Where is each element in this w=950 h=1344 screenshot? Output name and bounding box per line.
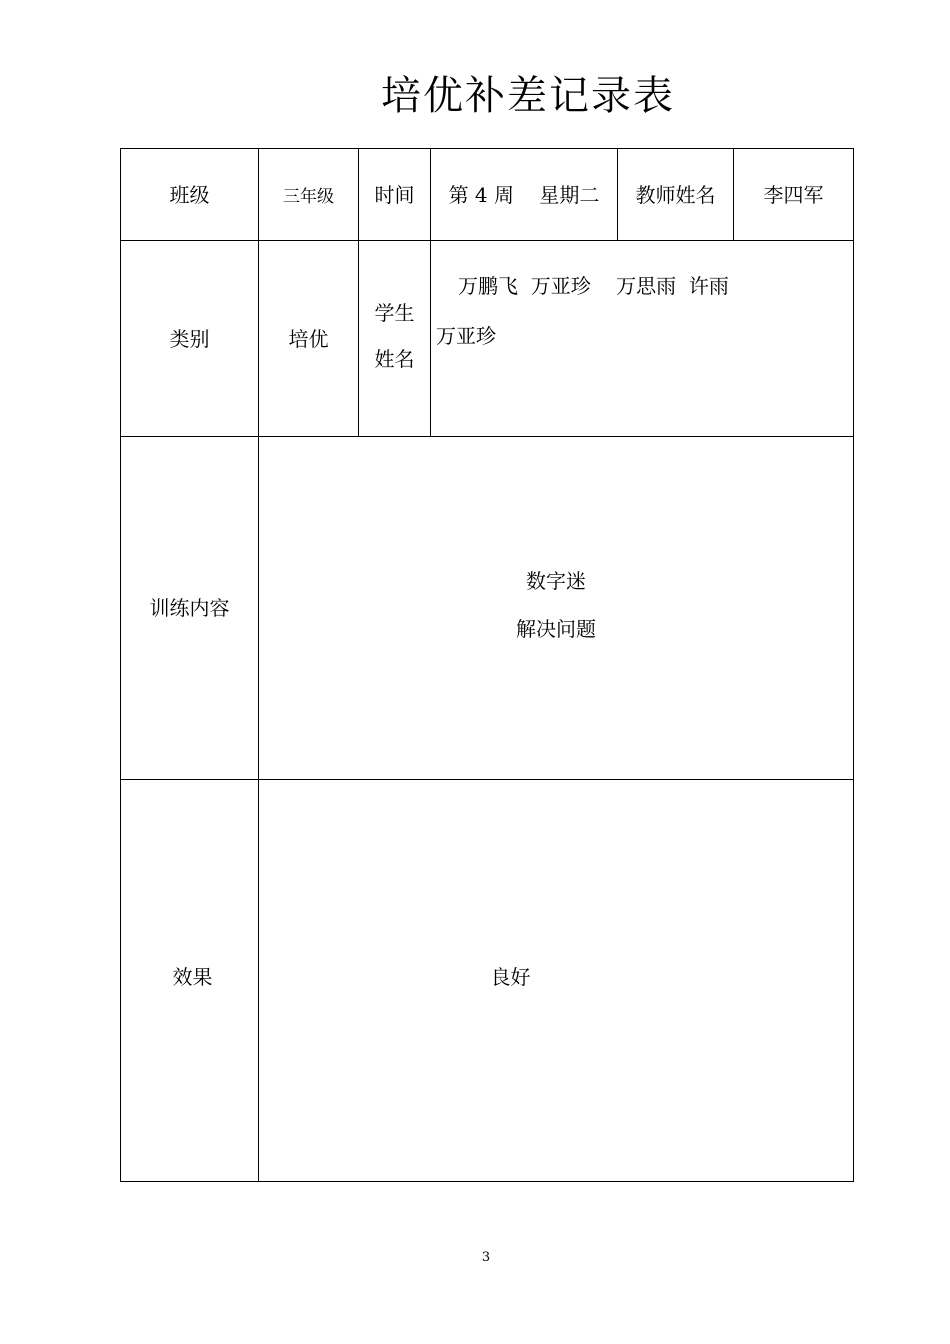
time-value: 第 4 周 星期二 [448, 182, 600, 207]
teacher-label: 教师姓名 [635, 182, 716, 207]
student-label-line1: 学生 [374, 300, 415, 325]
student-names-line1: 万鹏飞 万亚珍 万思雨 许雨 [458, 274, 729, 298]
student-names-line2: 万亚珍 [436, 324, 496, 348]
page-number: 3 [481, 1250, 491, 1265]
training-content-line2: 解决问题 [516, 617, 596, 641]
class-value: 三年级 [283, 187, 334, 208]
effect-label: 效果 [172, 964, 213, 989]
category-value: 培优 [288, 326, 329, 351]
student-name-label [359, 241, 430, 436]
time-label: 时间 [374, 182, 415, 207]
page-title: 培优补差记录表 [381, 73, 675, 119]
effect-value: 良好 [490, 964, 531, 989]
record-table [120, 148, 854, 1182]
class-label: 班级 [169, 182, 210, 207]
training-content-line1: 数字迷 [526, 569, 586, 593]
training-content-label: 训练内容 [149, 596, 230, 620]
category-label: 类别 [169, 326, 210, 351]
training-content [259, 437, 853, 779]
student-label-line2: 姓名 [374, 346, 415, 371]
teacher-value: 李四军 [763, 182, 824, 207]
